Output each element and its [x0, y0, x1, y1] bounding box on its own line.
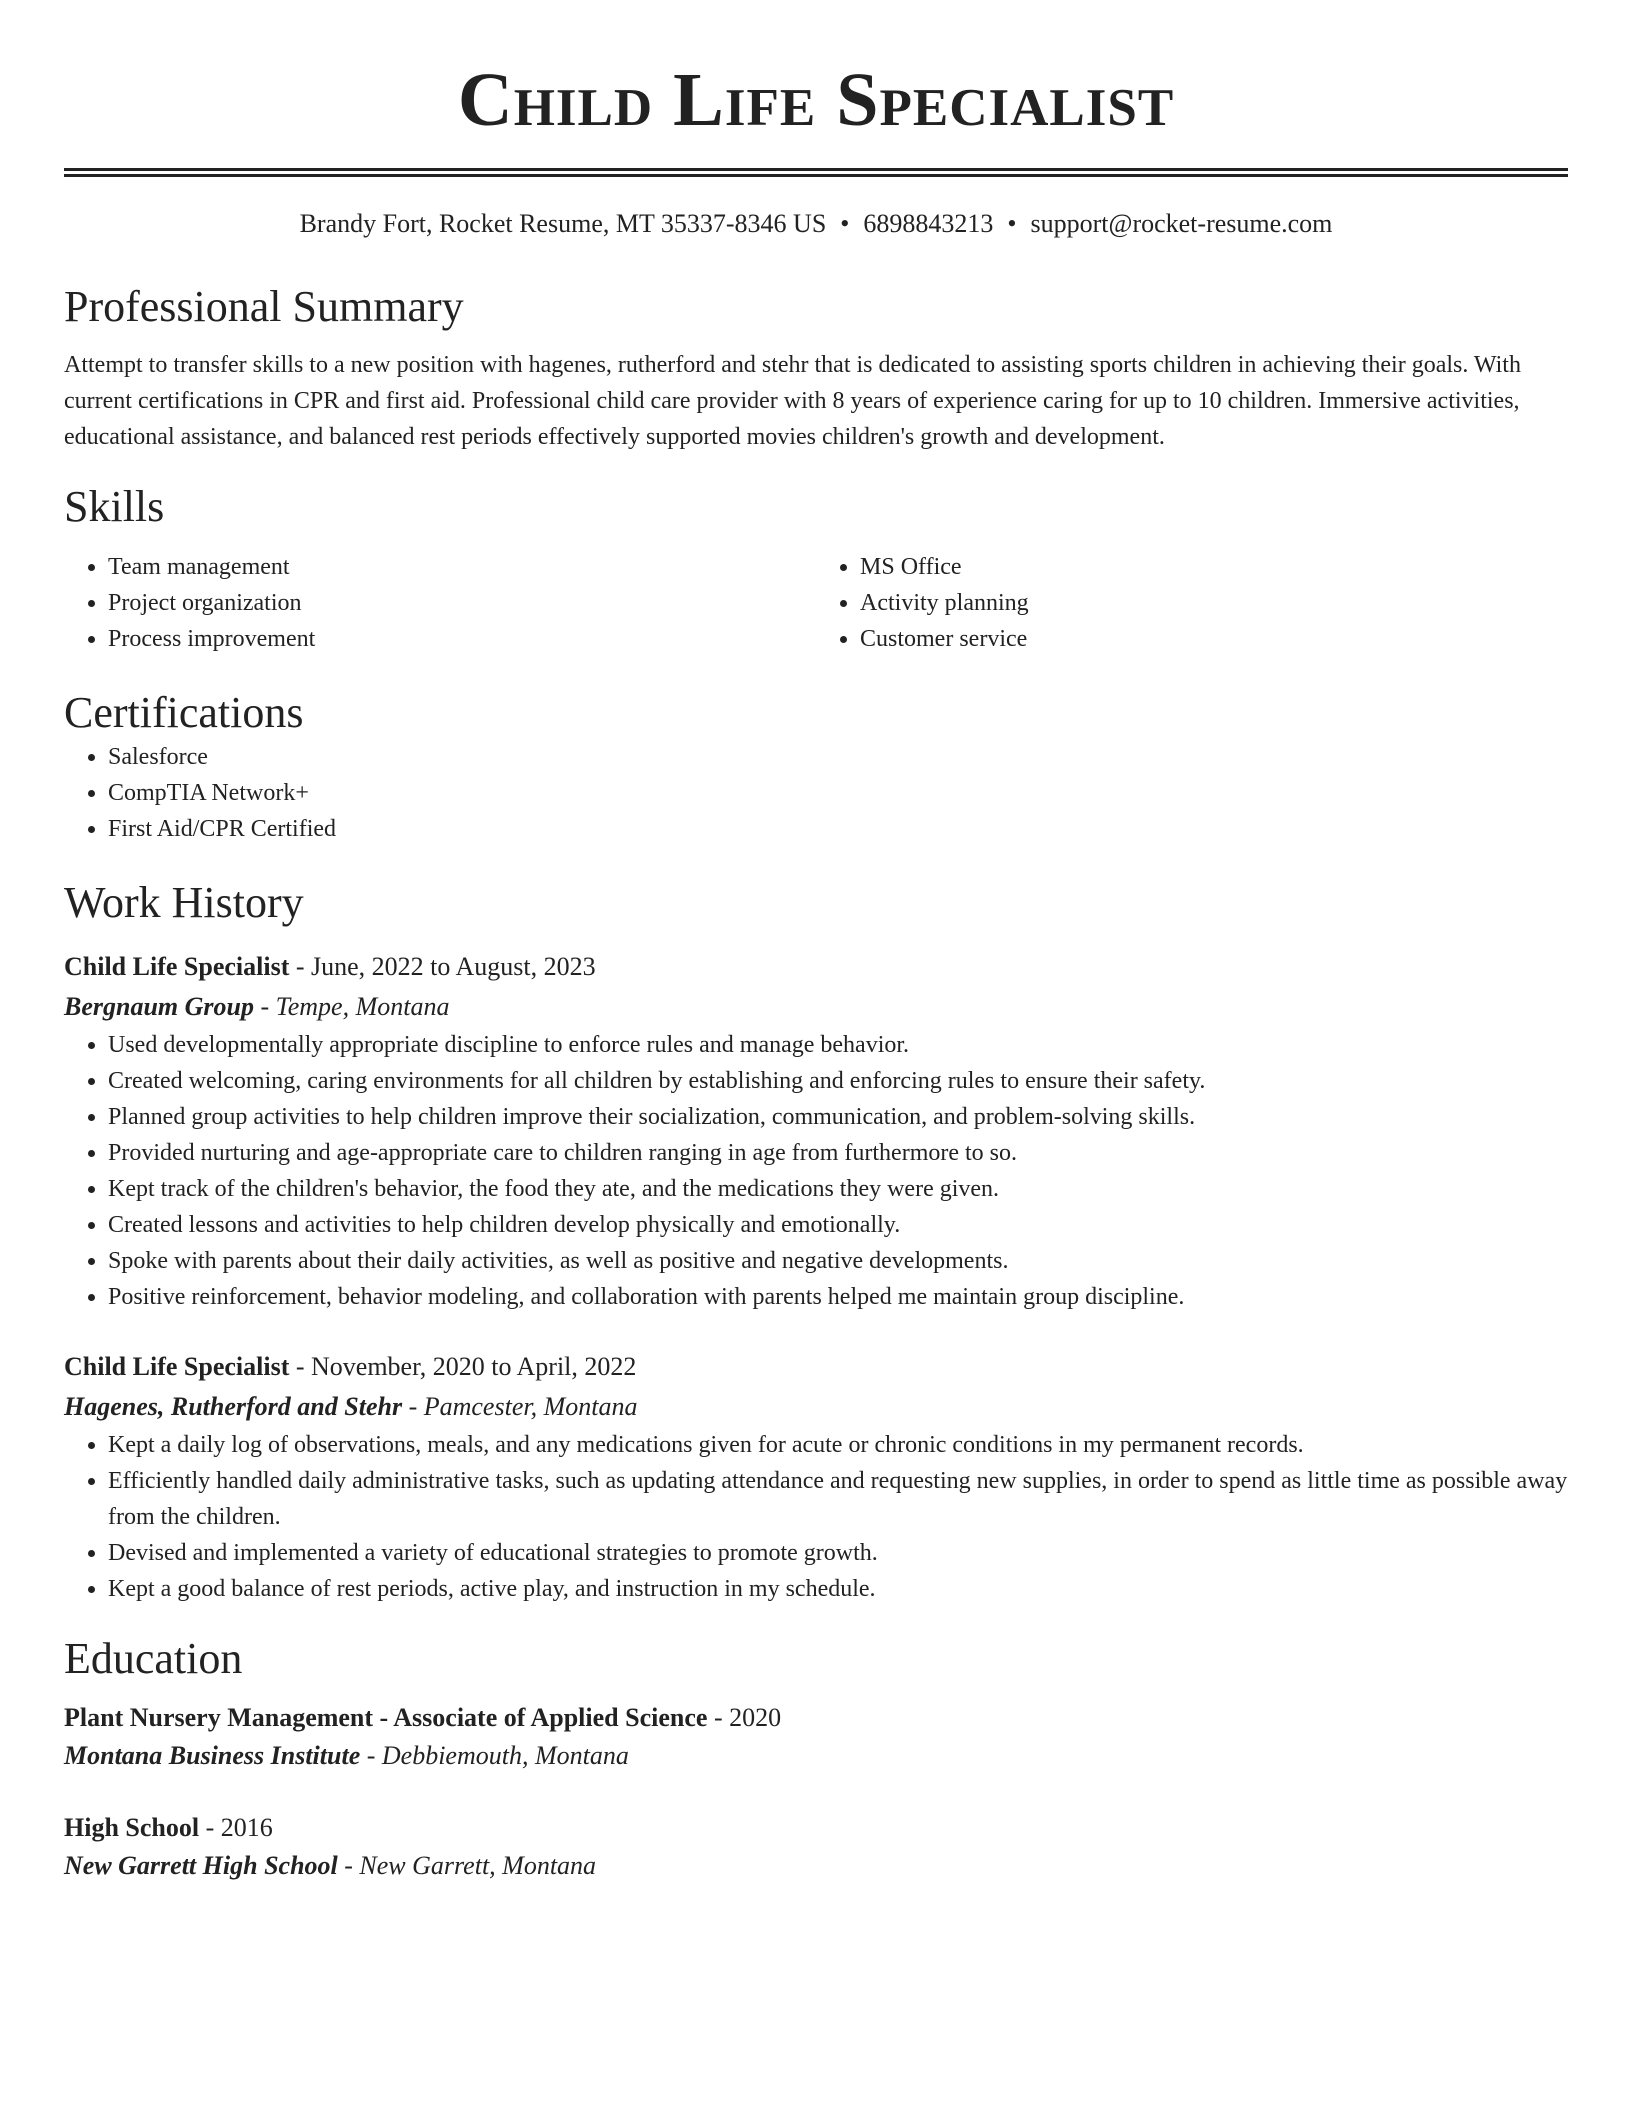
skills-grid: [64, 549, 1568, 657]
contact-email: support@rocket-resume.com: [1030, 209, 1333, 238]
job-title-line: [64, 1347, 1568, 1387]
employer-line: [64, 987, 1568, 1027]
degree-year: - 2020: [707, 1703, 782, 1732]
school-line: [64, 1737, 1568, 1775]
certification-item: • CompTIA Network+: [108, 775, 1568, 811]
skills-column-right: [816, 549, 1568, 657]
skills-column-left: [64, 549, 816, 657]
skill-item: • MS Office: [860, 549, 1568, 585]
job-duty: • Provided nurturing and age-appropriate care to children ranging in age from furthermore to so.: [108, 1135, 1568, 1171]
contact-phone: 6898843213: [863, 209, 994, 238]
certification-item: • Salesforce: [108, 739, 1568, 775]
job-duty: • Created lessons and activities to help children develop physically and emotionally.: [108, 1207, 1568, 1243]
school-location: - New Garrett, Montana: [337, 1851, 597, 1880]
title-divider: [64, 168, 1568, 177]
skill-item: • Team management: [108, 549, 816, 585]
job-duty: • Efficiently handled daily administrative tasks, such as updating attendance and requesting new supplies, in order to spend as little time as possible away from the children.: [108, 1463, 1568, 1535]
job-entry: [64, 1347, 1568, 1607]
job-duty: • Used developmentally appropriate discipline to enforce rules and manage behavior.: [108, 1027, 1568, 1063]
degree-year: - 2016: [199, 1813, 273, 1842]
job-title: Child Life Specialist: [64, 1352, 290, 1381]
job-duty: • Kept track of the children's behavior, the food they ate, and the medications they were given.: [108, 1171, 1568, 1207]
skill-item: • Activity planning: [860, 585, 1568, 621]
education-heading: Education: [64, 1634, 243, 1683]
degree-line: [64, 1809, 1568, 1847]
certifications-heading: Certifications: [64, 688, 304, 737]
job-duty: • Kept a good balance of rest periods, active play, and instruction in my schedule.: [108, 1571, 1568, 1607]
school-name: New Garrett High School: [64, 1851, 338, 1880]
skill-item: • Process improvement: [108, 621, 816, 657]
certifications-list: [64, 739, 1568, 847]
contact-line: [64, 207, 1568, 241]
certification-item: • First Aid/CPR Certified: [108, 811, 1568, 847]
job-title-line: [64, 947, 1568, 987]
school-line: [64, 1847, 1568, 1885]
skills-heading: Skills: [64, 482, 165, 531]
degree-name: Plant Nursery Management - Associate of Applied Science: [64, 1703, 708, 1732]
job-dates: - June, 2022 to August, 2023: [289, 952, 596, 981]
work-history-heading: Work History: [64, 878, 304, 927]
school-location: - Debbiemouth, Montana: [360, 1741, 629, 1770]
education-entry: [64, 1809, 1568, 1885]
job-duty: • Planned group activities to help children improve their socialization, communication, and problem-solving skills.: [108, 1099, 1568, 1135]
degree-line: [64, 1699, 1568, 1737]
job-duty: • Positive reinforcement, behavior modeling, and collaboration with parents helped me maintain group discipline.: [108, 1279, 1568, 1315]
contact-separator: •: [1007, 209, 1017, 238]
skill-item: • Project organization: [108, 585, 816, 621]
job-duty: • Created welcoming, caring environments for all children by establishing and enforcing rules to ensure their safety.: [108, 1063, 1568, 1099]
degree-name: High School: [64, 1813, 200, 1842]
employer-location: - Tempe, Montana: [254, 992, 450, 1021]
education-entry: [64, 1699, 1568, 1775]
summary-text: Attempt to transfer skills to a new position with hagenes, rutherford and stehr that is dedicated to assisting sports children in achieving their goals. With current certifications in CPR and first aid. Professional child care provider with 8 years of experience caring for up to 10 children. Immersive activities, educational assistance, and balanced rest periods effectively supported movies children's growth and development.: [64, 352, 1521, 450]
job-dates: - November, 2020 to April, 2022: [289, 1352, 637, 1381]
resume-title: Child Life Specialist: [457, 58, 1175, 142]
job-duties-list: [64, 1427, 1568, 1607]
school-name: Montana Business Institute: [64, 1741, 361, 1770]
summary-heading: Professional Summary: [64, 282, 464, 331]
job-duties-list: [64, 1027, 1568, 1315]
contact-separator: •: [840, 209, 850, 238]
employer-line: [64, 1387, 1568, 1427]
job-entry: [64, 947, 1568, 1315]
employer-location: - Pamcester, Montana: [402, 1392, 638, 1421]
job-duty: • Spoke with parents about their daily activities, as well as positive and negative developments.: [108, 1243, 1568, 1279]
skill-item: • Customer service: [860, 621, 1568, 657]
job-duty: • Devised and implemented a variety of educational strategies to promote growth.: [108, 1535, 1568, 1571]
job-duty: • Kept a daily log of observations, meals, and any medications given for acute or chronic conditions in my permanent records.: [108, 1427, 1568, 1463]
employer-name: Bergnaum Group: [64, 992, 254, 1021]
employer-name: Hagenes, Rutherford and Stehr: [64, 1392, 403, 1421]
job-title: Child Life Specialist: [64, 952, 290, 981]
contact-address: Brandy Fort, Rocket Resume, MT 35337-8346 US: [299, 209, 827, 238]
